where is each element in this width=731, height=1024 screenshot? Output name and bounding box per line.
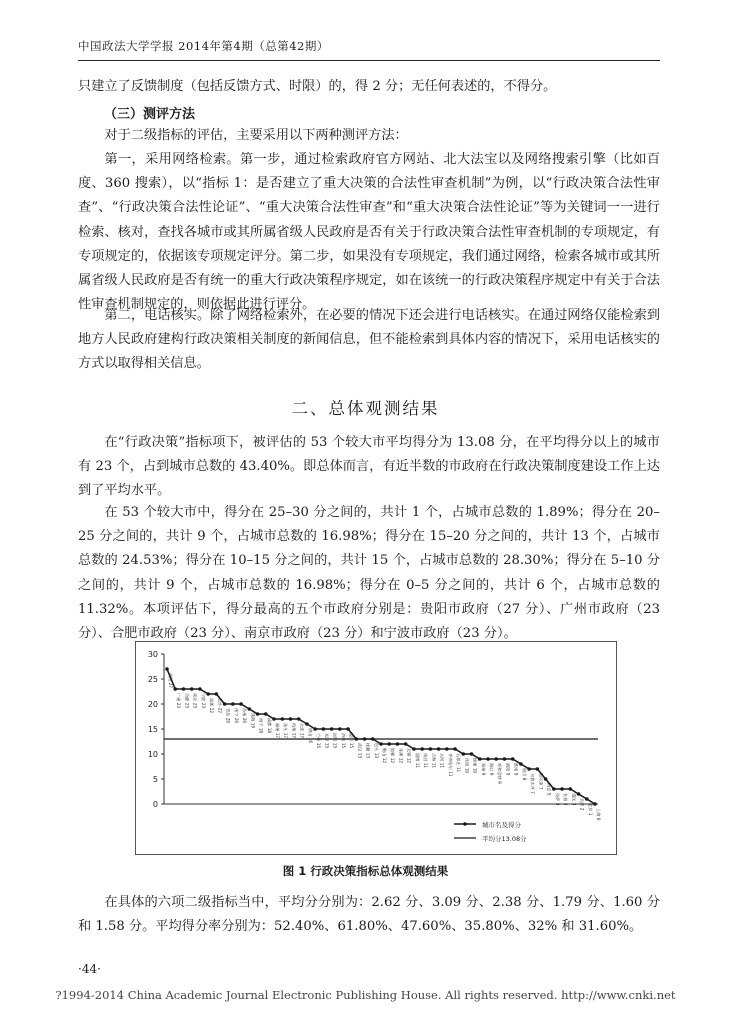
legend-series-label: 城市名及得分 bbox=[482, 821, 521, 829]
data-point bbox=[404, 742, 408, 746]
data-label: 西安 5 bbox=[546, 783, 552, 796]
data-point bbox=[536, 767, 540, 771]
data-point bbox=[429, 747, 433, 751]
data-label: 本溪 12 bbox=[398, 748, 404, 764]
data-label: 上海 0 bbox=[596, 808, 601, 821]
data-label: 青岛 20 bbox=[225, 708, 231, 724]
data-label: 福州 17 bbox=[275, 723, 280, 739]
data-point bbox=[412, 747, 416, 751]
data-point bbox=[223, 702, 227, 706]
y-tick-label: 25 bbox=[147, 675, 158, 684]
y-tick-label: 10 bbox=[147, 750, 158, 759]
y-tick-label: 30 bbox=[147, 650, 158, 659]
y-tick-label: 15 bbox=[147, 725, 158, 734]
page-number: ·44· bbox=[78, 962, 101, 976]
data-point bbox=[297, 717, 301, 721]
data-label: 抚顺 13 bbox=[365, 743, 371, 759]
data-point bbox=[379, 742, 383, 746]
data-point bbox=[569, 787, 573, 791]
data-point bbox=[248, 707, 252, 711]
data-label: 西宁 18 bbox=[258, 718, 264, 734]
data-label: 洛阳 9 bbox=[505, 763, 511, 776]
data-point bbox=[363, 737, 367, 741]
data-label: 昆明 15 bbox=[332, 733, 338, 749]
data-label: 包头 13 bbox=[373, 743, 379, 759]
data-label: 邯郸 12 bbox=[390, 748, 396, 764]
data-point bbox=[280, 717, 284, 721]
data-point bbox=[313, 727, 317, 731]
data-label: 济南 15 bbox=[340, 733, 346, 749]
data-point bbox=[173, 687, 177, 691]
running-head: 中国政法大学学报 2014年第4期（总第42期） bbox=[78, 39, 329, 53]
header-rule bbox=[78, 60, 660, 61]
data-label: 银川 8 bbox=[521, 768, 527, 781]
data-point bbox=[560, 787, 564, 791]
data-point bbox=[182, 687, 186, 691]
data-point bbox=[346, 727, 350, 731]
data-label: 徐州 10 bbox=[472, 758, 478, 774]
data-point bbox=[165, 667, 169, 671]
data-point bbox=[470, 752, 474, 756]
data-point bbox=[519, 762, 523, 766]
data-label: 长春 3 bbox=[563, 793, 569, 806]
data-label: 武汉 13 bbox=[357, 743, 363, 759]
data-label: 成都 18 bbox=[266, 718, 272, 734]
data-label: 杭州 17 bbox=[291, 723, 297, 739]
data-label: 天津 2 bbox=[579, 798, 585, 811]
data-label: 淄博 11 bbox=[414, 753, 420, 769]
paragraph-after-figure: 在具体的六项二级指标当中，平均分分别为：2.62 分、3.09 分、2.38 分、1.79 分、1.60 分和 1.58 分。平均得分率分别为：52.40%、61.80%、47.60%、35.80%、32% 和 31.60%。 bbox=[78, 895, 660, 935]
data-label: 兰州 15 bbox=[316, 733, 322, 749]
data-point bbox=[494, 757, 498, 761]
data-point bbox=[445, 747, 449, 751]
data-label: 唐山 16 bbox=[307, 728, 313, 744]
paragraph-method-2: 第二，电话核实。除了网络检索外，在必要的情况下还会进行电话核实。在通过网络仅能检索到地方人民政府建构行政决策相关制度的新闻信息，但不能检索到具体内容的情况下，采用电话核实的方式以取得相关信息。 bbox=[78, 308, 660, 372]
data-label: 呼和浩特 9 bbox=[497, 763, 503, 784]
data-point bbox=[486, 757, 490, 761]
data-point bbox=[256, 712, 260, 716]
data-point bbox=[437, 747, 441, 751]
data-label: 石家庄 11 bbox=[456, 753, 462, 773]
data-point bbox=[305, 722, 309, 726]
data-label: 大同 11 bbox=[439, 753, 445, 769]
data-label: 太原 15 bbox=[324, 733, 330, 749]
paragraph-intro: 对于二级指标的评估，主要采用以下两种测评方法： bbox=[104, 128, 408, 143]
data-label: 厦门 15 bbox=[349, 733, 355, 749]
data-point bbox=[593, 802, 597, 806]
data-label: 无锡 12 bbox=[406, 748, 412, 764]
data-point bbox=[355, 737, 359, 741]
data-point bbox=[272, 717, 276, 721]
data-label: 郑州 9 bbox=[480, 763, 486, 776]
data-point bbox=[552, 787, 556, 791]
data-point bbox=[190, 687, 194, 691]
paragraph-top: 只建立了反馈制度（包括反馈方式、时限）的，得 2 分；无任何表述的，不得分。 bbox=[78, 79, 557, 94]
data-point bbox=[338, 727, 342, 731]
data-label: 北京 1 bbox=[587, 803, 593, 816]
line-chart bbox=[136, 642, 616, 854]
section-heading: 二、总体观测结果 bbox=[291, 399, 440, 418]
data-label: 苏州 20 bbox=[242, 708, 248, 724]
data-point bbox=[330, 727, 334, 731]
data-point bbox=[420, 747, 424, 751]
data-point bbox=[198, 687, 202, 691]
data-label: 贵阳 27 bbox=[168, 673, 173, 689]
data-point bbox=[462, 752, 466, 756]
data-label: 鞍山 12 bbox=[382, 748, 387, 764]
data-label: 长沙 22 bbox=[217, 698, 223, 714]
data-point bbox=[577, 792, 581, 796]
data-point bbox=[322, 727, 326, 731]
data-label: 汕头 17 bbox=[283, 723, 289, 739]
data-label: 大连 17 bbox=[299, 723, 305, 739]
data-point bbox=[239, 702, 243, 706]
data-point bbox=[544, 777, 548, 781]
figure-chart bbox=[135, 641, 617, 855]
figure-caption: 图 1 行政决策指标总体观测结果 bbox=[282, 864, 449, 878]
y-tick-label: 20 bbox=[147, 700, 158, 709]
data-label: 乌鲁木齐 7 bbox=[530, 773, 536, 794]
data-label: 哈尔滨 7 bbox=[538, 773, 544, 790]
y-tick-label: 0 bbox=[152, 800, 158, 809]
data-point bbox=[289, 717, 293, 721]
subsection-heading: （三）测评方法 bbox=[104, 107, 196, 122]
data-point bbox=[206, 692, 210, 696]
data-point bbox=[527, 767, 531, 771]
data-label: 海口 9 bbox=[489, 763, 494, 776]
data-point bbox=[585, 797, 589, 801]
data-label: 深圳 22 bbox=[209, 698, 215, 714]
y-tick-label: 5 bbox=[152, 775, 158, 784]
data-label: 沈阳 10 bbox=[464, 758, 470, 774]
data-point bbox=[478, 757, 482, 761]
data-point bbox=[215, 692, 219, 696]
data-label: 宁波 23 bbox=[200, 693, 206, 709]
data-point bbox=[503, 757, 507, 761]
data-label: 合肥 23 bbox=[184, 693, 190, 709]
paragraph-result-2: 在 53 个较大市中，得分在 25–30 分之间的，共计 1 个，占城市总数的 1.89%；得分在 20–25 分之间的，共计 9 个，占城市总数的 16.98%；得分在 15–20 分之间的，共计 13 个，占城市总数的 24.53%；得分在 10–15 分之间的，共计 15 个，占城市总数的 28.30%；得分在 5–10 分之间的，共计 9 个，占城市总数的 16.98%；得分在 0–5 分之间的，共计 6 个，占城市总数的 11.32%。本项评估下，得分最高的五个市政府分别是：贵阳市政府（27 分）、广州市政府（23 分）、合肥市政府（23 分）、南京市政府（23 分）和宁波市政府（23 分）。 bbox=[78, 505, 660, 642]
data-point bbox=[387, 742, 391, 746]
data-label: 拉萨 3 bbox=[554, 793, 560, 806]
data-label: 重庆 3 bbox=[571, 793, 577, 806]
data-point bbox=[511, 757, 515, 761]
data-label: 南京 23 bbox=[192, 693, 198, 709]
paragraph-result-1: 在“行政决策”指标项下，被评估的 53 个较大市平均得分为 13.08 分，在平均得分以上的城市有 23 个，占到城市总数的 43.40%。即总体而言，有近半数的市政府在行政决策制度建设工作上达到了平均水平。 bbox=[78, 435, 660, 499]
data-point bbox=[371, 737, 375, 741]
data-point bbox=[264, 712, 268, 716]
data-label: 珠海 19 bbox=[250, 713, 256, 729]
data-label: 吉林 11 bbox=[431, 753, 437, 769]
paragraph-method-1: 第一，采用网络检索。第一步，通过检索政府官方网站、北大法宝以及网络搜索引擎（比如百度、360 搜索），以“指标 1：是否建立了重大决策的合法性审查机制”为例，以“行政决策合法性审查”、“行政决策合法性论证”、“重大决策合法性审查”和“重大决策合法性论证”等为关键词一一进行检索、核对，查找各城市或其所属省级人民政府是否有关于行政决策合法性审查机制的专项规定，有专项规定的，依据该专项规定评分。第二步，如果没有专项规定，我们通过网络，检索各城市或其所属省级人民政府是否有统一的重大行政决策程序规定，如在该统一的行政决策程序规定中有关于合法性审查机制规定的，则依据此进行评分。 bbox=[78, 152, 660, 313]
legend-average-label: 平均分13.08分 bbox=[482, 835, 527, 843]
data-label: 广州 23 bbox=[176, 693, 182, 709]
data-point bbox=[396, 742, 400, 746]
data-label: 南宁 20 bbox=[233, 708, 239, 724]
data-label: 南昌 11 bbox=[423, 753, 429, 769]
data-label: 淮南 9 bbox=[513, 763, 519, 776]
legend-series-marker bbox=[463, 822, 467, 826]
data-point bbox=[231, 702, 235, 706]
data-point bbox=[453, 747, 457, 751]
copyright-footer: ?1994-2014 China Academic Journal Electronic Publishing House. All rights reserved. http://www.cnki.net bbox=[55, 988, 676, 1002]
data-label: 齐齐哈尔 11 bbox=[447, 753, 453, 777]
